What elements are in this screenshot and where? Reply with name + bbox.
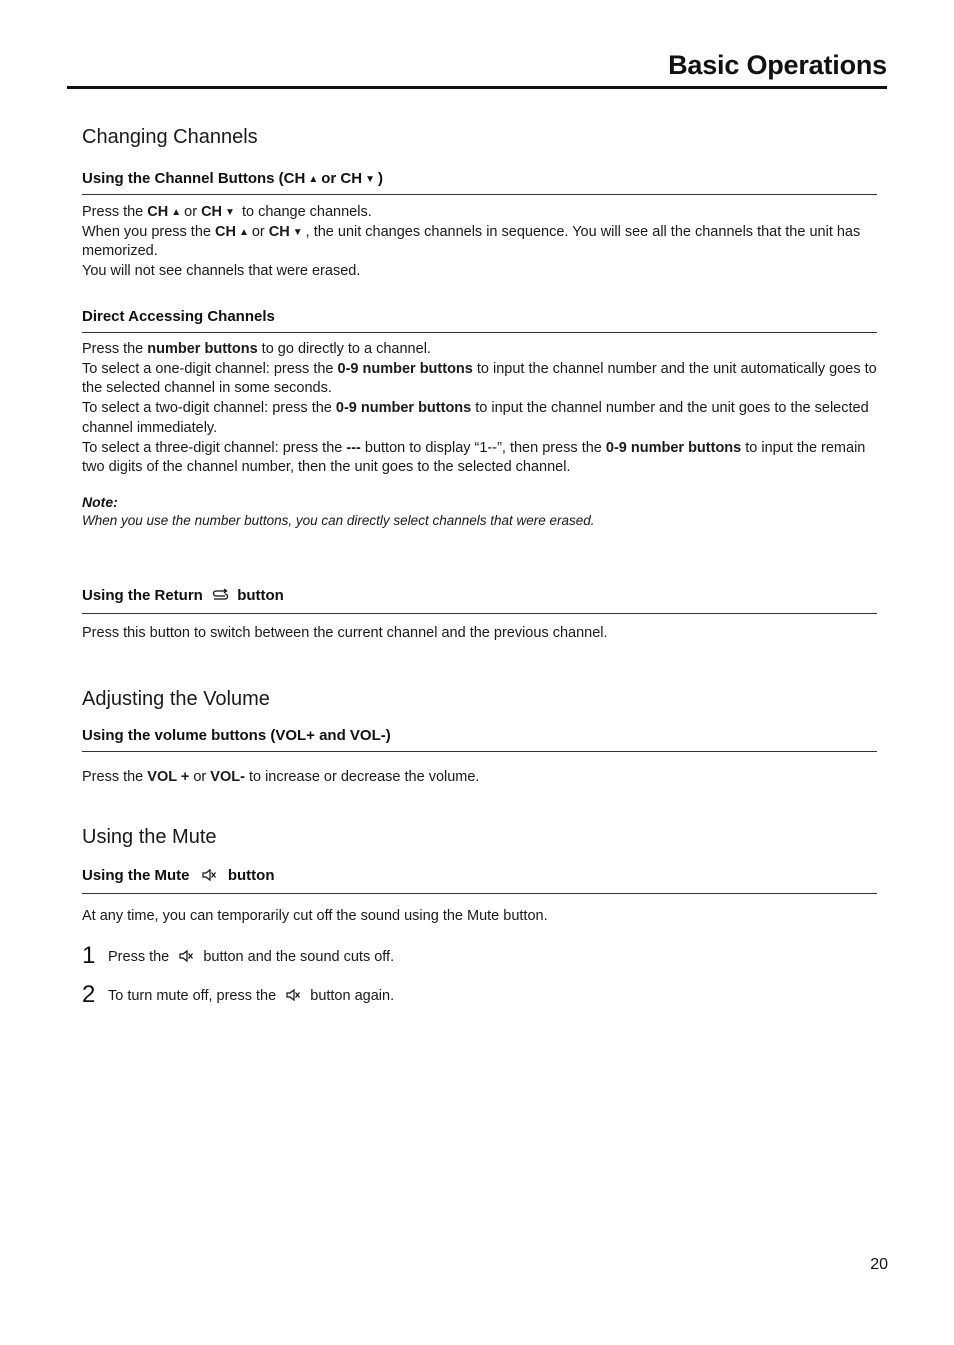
triangle-down-icon: ▼ [365, 174, 375, 185]
title-divider [67, 86, 887, 89]
step-number: 1 [82, 942, 96, 969]
triangle-up-icon: ▲ [171, 207, 182, 218]
heading-text: or CH [321, 170, 363, 187]
paragraph: Press the CH ▲ or CH ▼ to change channels. [82, 204, 372, 220]
section-title-mute: Using the Mute [82, 826, 217, 848]
return-icon [211, 588, 229, 606]
heading-channel-buttons [82, 170, 877, 195]
heading-text: button [237, 587, 284, 604]
heading-text: button [227, 867, 275, 884]
volume-text: Press the VOL + or VOL- to increase or decrease the volume. [82, 769, 480, 785]
direct-accessing-text [82, 340, 877, 478]
triangle-down-icon: ▼ [292, 226, 303, 238]
channel-buttons-text [82, 203, 877, 282]
mute-icon [286, 988, 300, 1008]
return-button-text: Press this button to switch between the current channel and the previous channel. [82, 625, 608, 641]
heading-text: Using the Mute [82, 867, 190, 884]
paragraph: When you press the CH ▲ or CH ▼ , the unit changes channels in sequence. You will see all the channels that the unit has memorized. [82, 223, 861, 260]
heading-text: Using the Channel Buttons (CH [82, 170, 306, 187]
paragraph: You will not see channels that were erased. [82, 263, 361, 280]
paragraph: To select a three-digit channel: press the --- button to display “1--”, then press the 0-9 number buttons to input the remain two digits of the channel number, then the unit goes to the selected channel. [82, 439, 866, 476]
paragraph: To select a two-digit channel: press the 0-9 number buttons to input the channel number and the unit goes to the selected channel immediately. [82, 400, 869, 436]
mute-intro-text: At any time, you can temporarily cut off the sound using the Mute button. [82, 908, 548, 924]
triangle-up-icon: ▲ [308, 174, 319, 185]
heading-volume-buttons: Using the volume buttons (VOL+ and VOL-) [82, 727, 877, 752]
heading-text: ) [377, 170, 383, 187]
heading-mute-button [82, 867, 877, 894]
section-title-changing-channels: Changing Channels [82, 126, 258, 148]
step-text: Press the button and the sound cuts off. [108, 947, 394, 969]
heading-direct-accessing: Direct Accessing Channels [82, 308, 877, 333]
step-text: To turn mute off, press the button again. [108, 986, 394, 1008]
step-number: 2 [82, 981, 96, 1008]
triangle-down-icon: ▼ [225, 207, 235, 218]
paragraph: Press the number buttons to go directly to a channel. [82, 341, 431, 357]
note-label: Note: [82, 494, 118, 510]
note-text: When you use the number buttons, you can directly select channels that were erased. [82, 513, 595, 528]
mute-icon [179, 949, 193, 969]
paragraph: To select a one-digit channel: press the 0-9 number buttons to input the channel number and the unit automatically goes to the selected channel in some seconds. [82, 360, 877, 397]
mute-icon [202, 868, 216, 886]
triangle-up-icon: ▲ [238, 226, 249, 238]
page-title: Basic Operations [668, 50, 887, 80]
page-number: 20 [870, 1256, 888, 1273]
heading-text: Using the Return [82, 587, 203, 604]
heading-return-button [82, 587, 877, 614]
section-title-volume: Adjusting the Volume [82, 688, 270, 710]
